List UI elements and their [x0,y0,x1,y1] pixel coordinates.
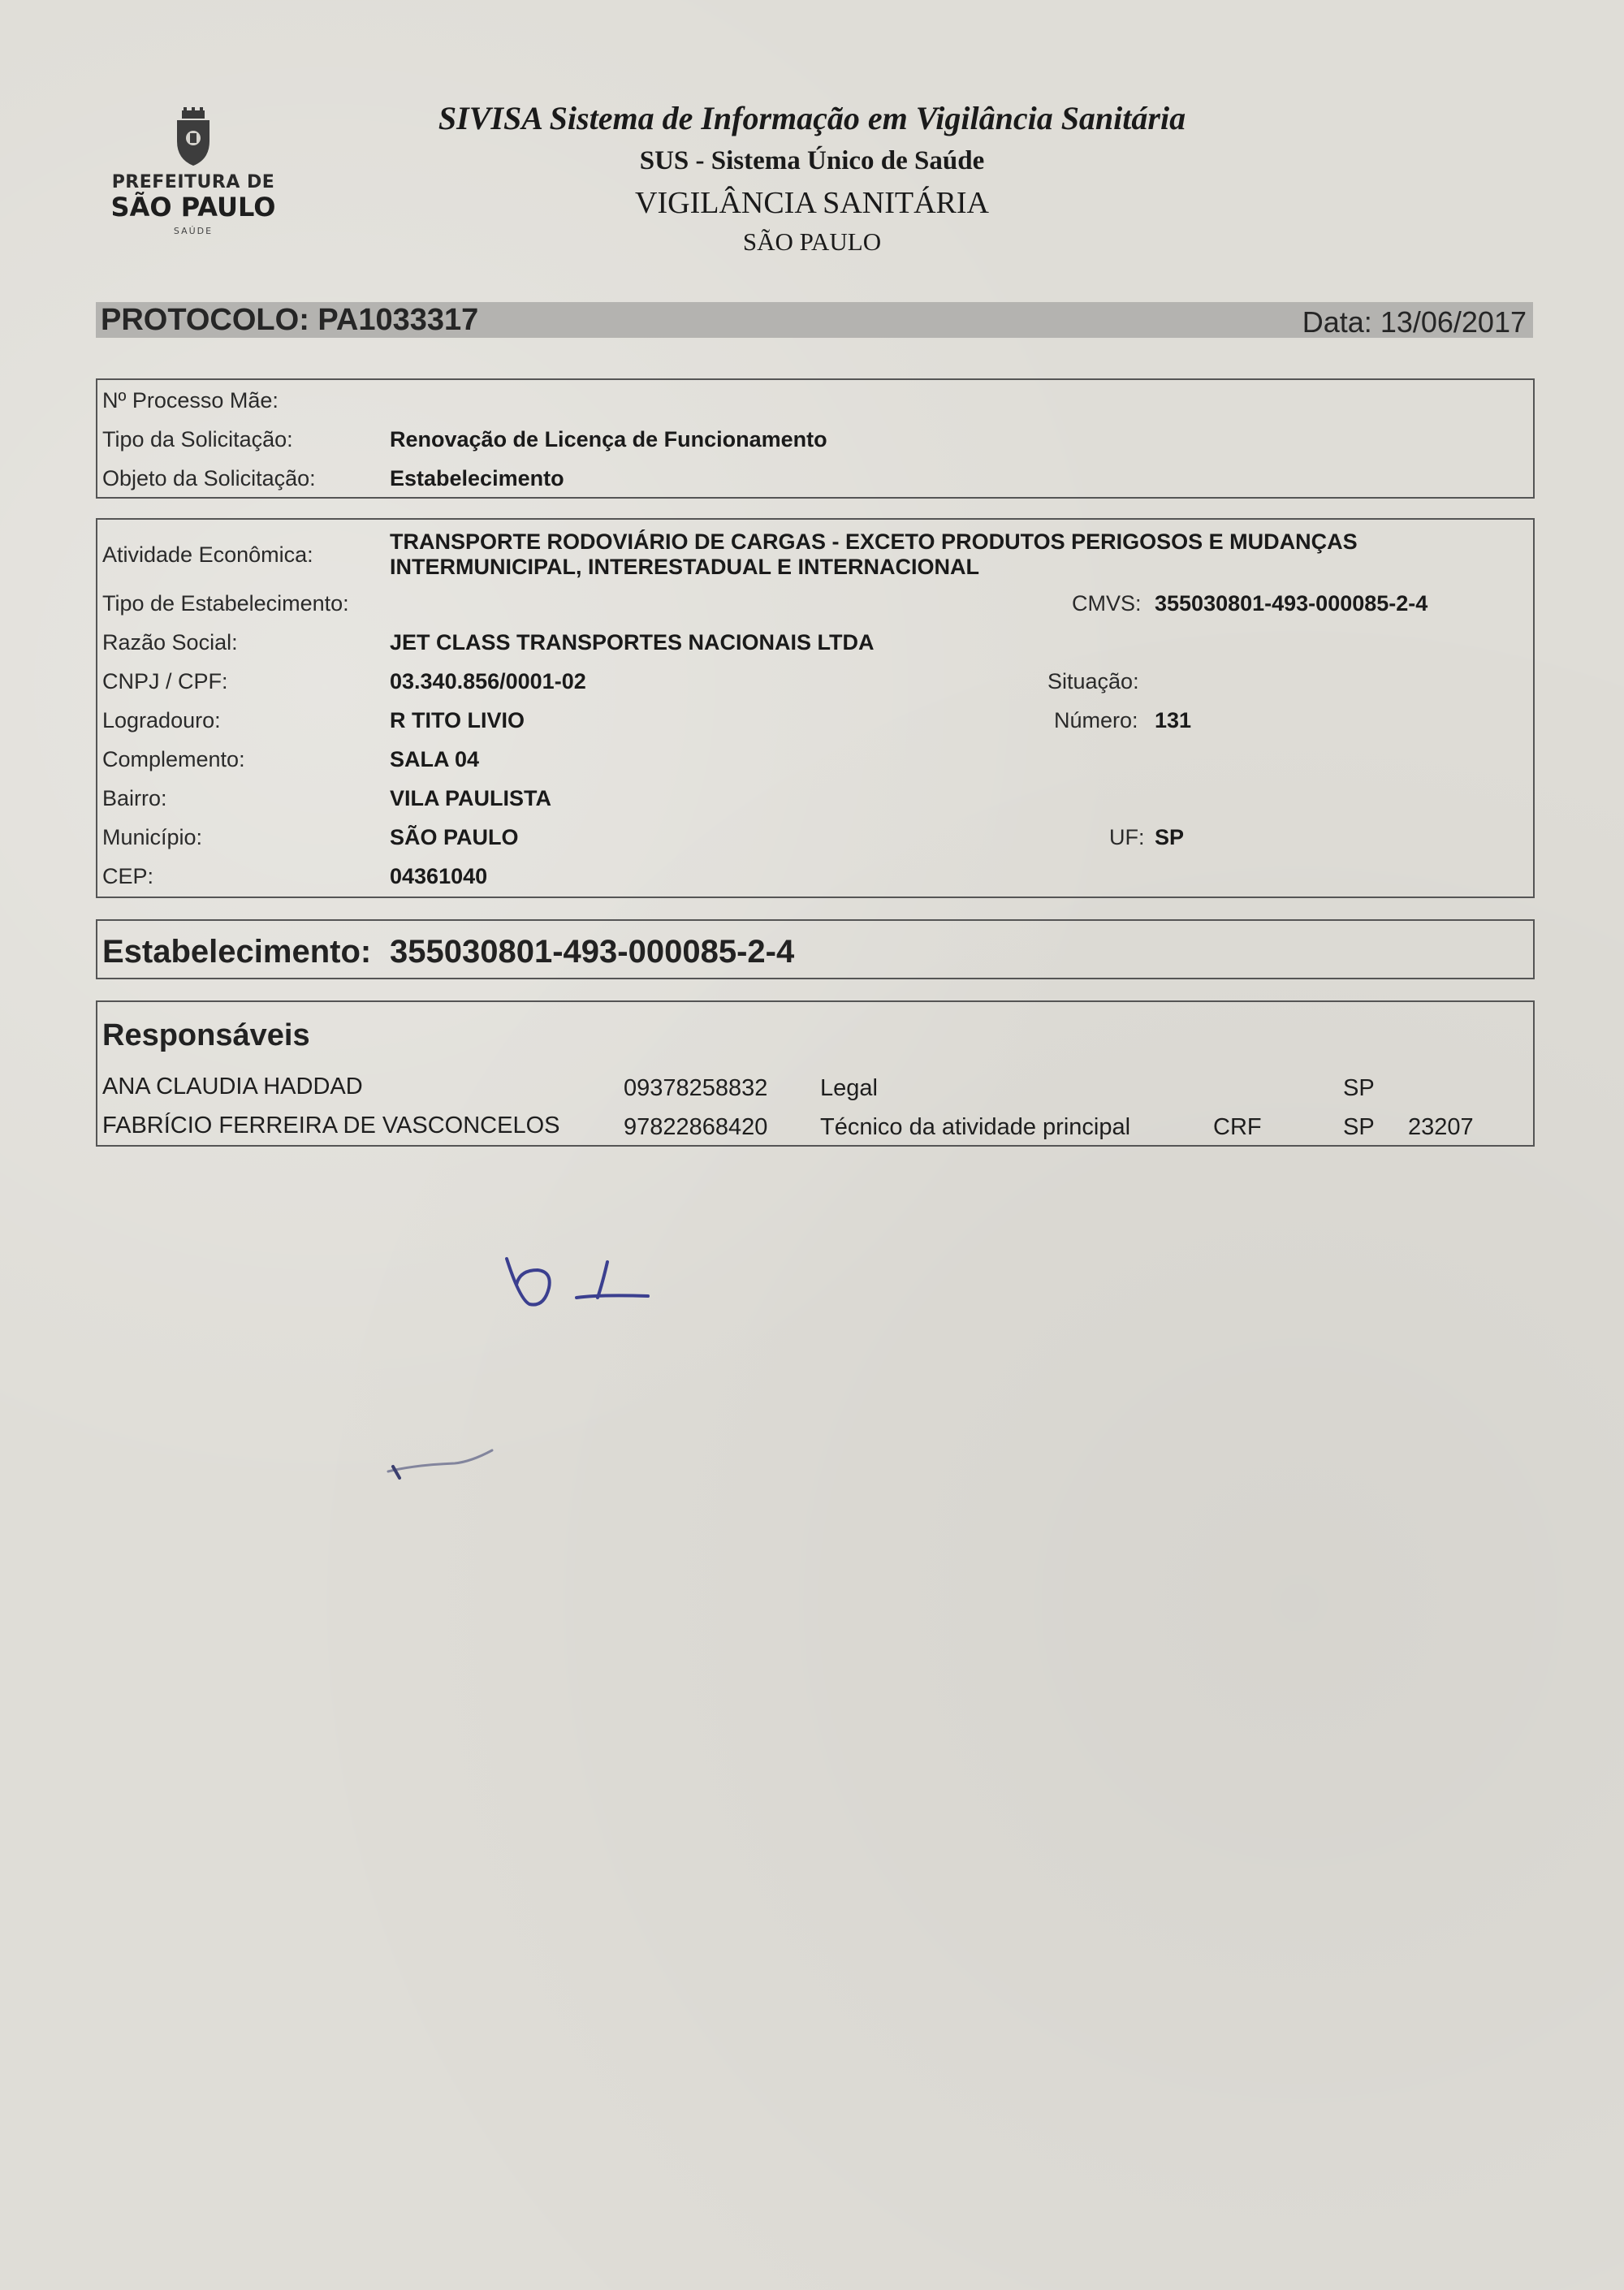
razao-social-label: Razão Social: [102,630,238,655]
handwritten-page-number [495,1226,658,1316]
resp-cpf: 97822868420 [624,1114,768,1140]
processo-mae-label: Nº Processo Mãe: [102,388,279,413]
cmvs-label: CMVS: [1072,591,1142,616]
establishment-code-box [96,919,1535,979]
responsaveis-box [96,1000,1535,1147]
city-line: SÃO PAULO [742,227,882,256]
responsaveis-title: Responsáveis [102,1018,310,1052]
establishment-code-value: 355030801-493-000085-2-4 [390,934,795,970]
complemento-label: Complemento: [102,747,245,771]
logradouro-label: Logradouro: [102,708,221,732]
city-crest-icon [96,106,291,172]
complemento-value: SALA 04 [390,747,480,771]
cep-value: 04361040 [390,864,488,888]
sus-line: SUS - Sistema Único de Saúde [639,146,985,175]
atividade-label: Atividade Econômica: [102,542,313,567]
logo-line-sao-paulo: SÃO PAULO [110,192,276,223]
protocol-date: Data: 13/06/2017 [1302,305,1527,339]
logo-line-prefeitura: PREFEITURA DE [111,172,275,192]
solicitation-box [96,378,1535,499]
tipo-estabelecimento-label: Tipo de Estabelecimento: [102,591,349,616]
situacao-label: Situação: [1047,669,1139,693]
resp-role: Legal [820,1075,878,1101]
resp-uf: SP [1343,1075,1375,1101]
objeto-solicitacao-value: Estabelecimento [390,466,564,490]
cnpj-value: 03.340.856/0001-02 [390,669,586,693]
logradouro-value: R TITO LIVIO [390,708,525,732]
vigilancia-line: VIGILÂNCIA SANITÁRIA [635,186,989,220]
razao-social-value: JET CLASS TRANSPORTES NACIONAIS LTDA [390,630,875,655]
resp-council: CRF [1213,1114,1262,1140]
resp-name: FABRÍCIO FERREIRA DE VASCONCELOS [102,1113,560,1139]
tipo-solicitacao-label: Tipo da Solicitação: [102,427,293,452]
atividade-value: TRANSPORTE RODOVIÁRIO DE CARGAS - EXCETO PRODUTOS PERIGOSOS E MUDANÇAS INTERMUNICIPAL, INTERESTADUAL E INTERNACIONAL [390,529,1358,579]
protocol-number: PROTOCOLO: PA1033317 [101,303,479,337]
cmvs-value: 355030801-493-000085-2-4 [1155,591,1428,616]
ink-mark [382,1445,503,1486]
uf-label: UF: [1109,825,1145,849]
resp-uf: SP [1343,1114,1375,1140]
numero-value: 131 [1155,708,1192,732]
establishment-code-label: Estabelecimento: [102,934,372,970]
objeto-solicitacao-label: Objeto da Solicitação: [102,466,316,490]
resp-role: Técnico da atividade principal [820,1114,1131,1140]
resp-name: ANA CLAUDIA HADDAD [102,1074,363,1100]
municipio-value: SÃO PAULO [390,825,519,849]
logo-line-saude: SAÚDE [173,226,214,236]
bairro-label: Bairro: [102,786,167,810]
cnpj-label: CNPJ / CPF: [102,669,228,693]
resp-cpf: 09378258832 [624,1075,768,1101]
establishment-box [96,518,1535,898]
uf-value: SP [1155,825,1185,849]
tipo-solicitacao-value: Renovação de Licença de Funcionamento [390,427,827,452]
resp-registro: 23207 [1408,1114,1474,1140]
cep-label: CEP: [102,864,154,888]
system-title: SIVISA Sistema de Informação em Vigilância Sanitária [438,100,1186,136]
prefeitura-logo [96,106,291,252]
numero-label: Número: [1054,708,1138,732]
bairro-value: VILA PAULISTA [390,786,551,810]
municipio-label: Município: [102,825,203,849]
